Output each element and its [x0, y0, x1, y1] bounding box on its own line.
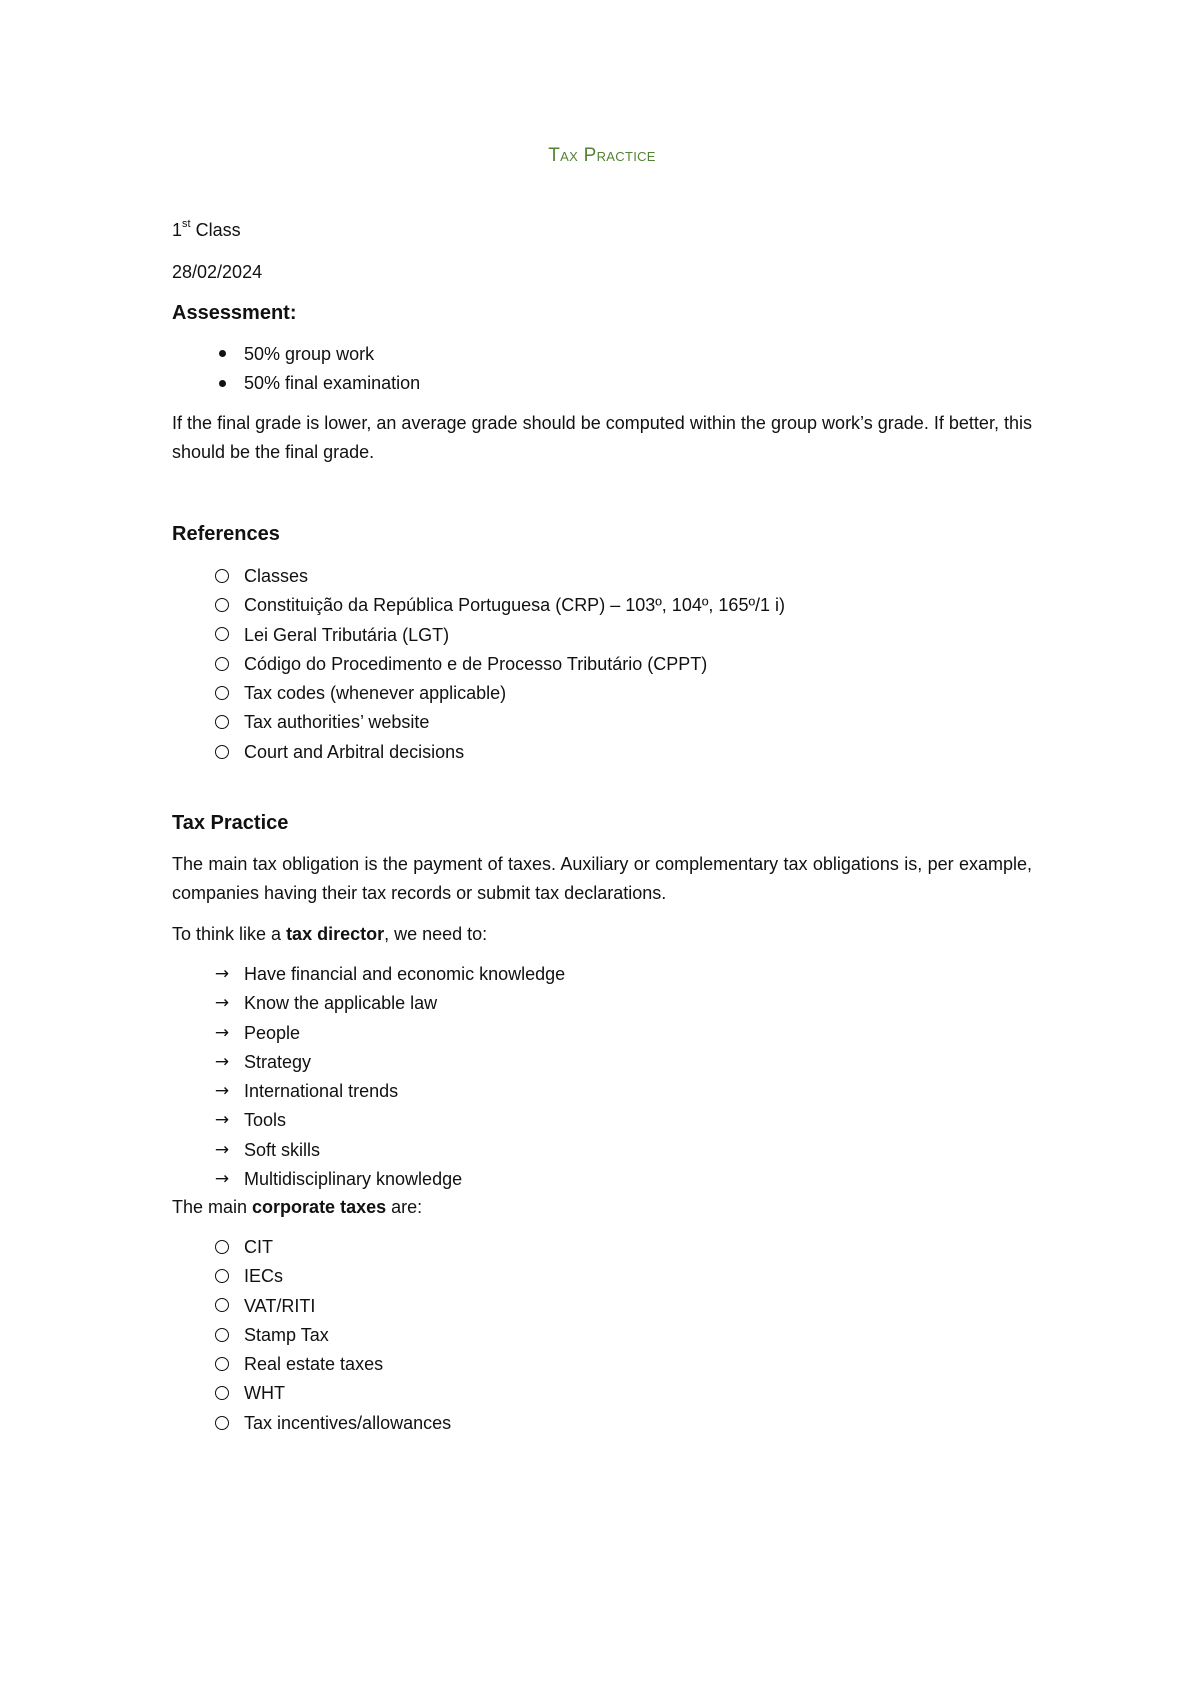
- arrow-right-icon: →: [214, 964, 230, 984]
- reference-item-text: Court and Arbitral decisions: [244, 741, 465, 762]
- arrow-right-icon: →: [214, 993, 230, 1014]
- hollow-circle-bullet-icon: [212, 562, 232, 591]
- tax-director-item-text: Know the applicable law: [244, 993, 438, 1014]
- class-label: [172, 219, 241, 241]
- corporate-tax-item: [172, 1233, 451, 1262]
- tax-director-item: [172, 989, 565, 1018]
- tax-director-item: [172, 1048, 565, 1077]
- corporate-taxes-sentence: [172, 1196, 422, 1218]
- class-ordinal-suffix: st: [182, 218, 191, 230]
- tax-director-sentence: [172, 923, 487, 945]
- tax-director-list: [172, 960, 565, 1194]
- hollow-circle-bullet-icon: [212, 621, 232, 650]
- class-date: 28/02/2024: [172, 262, 263, 282]
- corporate-taxes-pre: The main: [172, 1197, 253, 1217]
- tax-director-item-text: Strategy: [244, 1051, 312, 1072]
- reference-item: [172, 650, 785, 679]
- assessment-note: If the final grade is lower, an average grade should be computed within the group work’s grade. If better, this should be the final grade.: [172, 413, 1032, 462]
- reference-item-text: Classes: [244, 566, 309, 586]
- hollow-circle-bullet-icon: [212, 738, 232, 767]
- tax-director-item-text: Tools: [244, 1110, 287, 1131]
- reference-item: [172, 679, 785, 708]
- reference-item-text: Lei Geral Tributária (LGT): [244, 624, 450, 645]
- reference-item-text: Tax authorities’ website: [244, 712, 430, 733]
- corporate-taxes-bold: corporate taxes: [252, 1197, 387, 1217]
- reference-item: [172, 562, 785, 591]
- assessment-item: [172, 369, 420, 398]
- tax-director-item-text: Multidisciplinary knowledge: [244, 1169, 463, 1190]
- bullet-dot-icon: [212, 369, 232, 398]
- corporate-tax-item: [172, 1321, 451, 1350]
- tax-director-item: [172, 1019, 565, 1048]
- arrow-right-icon: →: [214, 1110, 230, 1131]
- bullet-dot-icon: [212, 340, 232, 369]
- references-heading: References: [172, 523, 280, 545]
- arrow-right-icon: →: [214, 1051, 230, 1072]
- class-number: 1: [172, 220, 183, 240]
- tax-practice-heading: Tax Practice: [172, 812, 289, 834]
- hollow-circle-bullet-icon: [212, 1233, 232, 1262]
- corporate-tax-item-text: Real estate taxes: [244, 1354, 384, 1375]
- hollow-circle-bullet-icon: [212, 1409, 232, 1438]
- hollow-circle-bullet-icon: [212, 1292, 232, 1321]
- tax-director-item: [172, 1165, 565, 1194]
- corporate-tax-item: [172, 1409, 451, 1438]
- corporate-taxes-post: are:: [386, 1197, 423, 1217]
- tax-director-item: [172, 960, 565, 989]
- hollow-circle-bullet-icon: [212, 1350, 232, 1379]
- corporate-tax-item: [172, 1292, 451, 1321]
- reference-item: [172, 591, 785, 620]
- document-title: Tax Practice: [548, 145, 656, 166]
- corporate-tax-item-text: Stamp Tax: [244, 1324, 329, 1345]
- reference-item-text: Constituição da República Portuguesa (CRP) – 103º, 104º, 165º/1 i): [244, 595, 786, 616]
- corporate-taxes-list: [172, 1233, 451, 1438]
- tax-director-bold: tax director: [286, 924, 385, 944]
- reference-item: [172, 738, 785, 767]
- assessment-list: [172, 340, 420, 399]
- hollow-circle-bullet-icon: [212, 1379, 232, 1408]
- arrow-right-icon: →: [214, 1169, 230, 1190]
- hollow-circle-bullet-icon: [212, 650, 232, 679]
- assessment-item-text: 50% group work: [244, 344, 375, 364]
- arrow-right-icon: →: [214, 1081, 230, 1102]
- hollow-circle-bullet-icon: [212, 1262, 232, 1291]
- reference-item: [172, 621, 785, 650]
- tax-director-item-text: Soft skills: [244, 1139, 321, 1160]
- arrow-right-icon: →: [214, 1139, 230, 1160]
- tax-director-item: [172, 1106, 565, 1135]
- reference-item-text: Tax codes (whenever applicable): [244, 683, 507, 704]
- tax-director-pre: To think like a: [172, 924, 287, 944]
- class-word: Class: [190, 220, 241, 240]
- reference-item: [172, 708, 785, 737]
- reference-item-text: Código do Procedimento e de Processo Tributário (CPPT): [244, 653, 708, 674]
- corporate-tax-item-text: Tax incentives/allowances: [244, 1412, 452, 1433]
- corporate-tax-item: [172, 1379, 451, 1408]
- arrow-right-icon: →: [214, 1022, 230, 1043]
- references-list: [172, 562, 785, 767]
- corporate-tax-item-text: CIT: [244, 1237, 273, 1257]
- tax-director-item: [172, 1136, 565, 1165]
- hollow-circle-bullet-icon: [212, 1321, 232, 1350]
- tax-director-item-text: People: [244, 1022, 301, 1043]
- corporate-tax-item-text: VAT/RITI: [244, 1295, 316, 1316]
- tax-director-item: [172, 1077, 565, 1106]
- corporate-tax-item-text: IECs: [244, 1266, 284, 1287]
- tax-practice-intro: The main tax obligation is the payment of taxes. Auxiliary or complementary tax obligations is, per example, companies having their tax records or submit tax declarations.: [172, 854, 1032, 903]
- hollow-circle-bullet-icon: [212, 679, 232, 708]
- assessment-item-text: 50% final examination: [244, 373, 421, 394]
- tax-director-post: , we need to:: [384, 924, 488, 944]
- tax-director-item-text: Have financial and economic knowledge: [244, 964, 566, 984]
- assessment-heading: Assessment:: [172, 302, 297, 324]
- corporate-tax-item: [172, 1262, 451, 1291]
- corporate-tax-item-text: WHT: [244, 1383, 285, 1404]
- tax-director-item-text: International trends: [244, 1081, 399, 1102]
- hollow-circle-bullet-icon: [212, 708, 232, 737]
- assessment-item: [172, 340, 420, 369]
- hollow-circle-bullet-icon: [212, 591, 232, 620]
- corporate-tax-item: [172, 1350, 451, 1379]
